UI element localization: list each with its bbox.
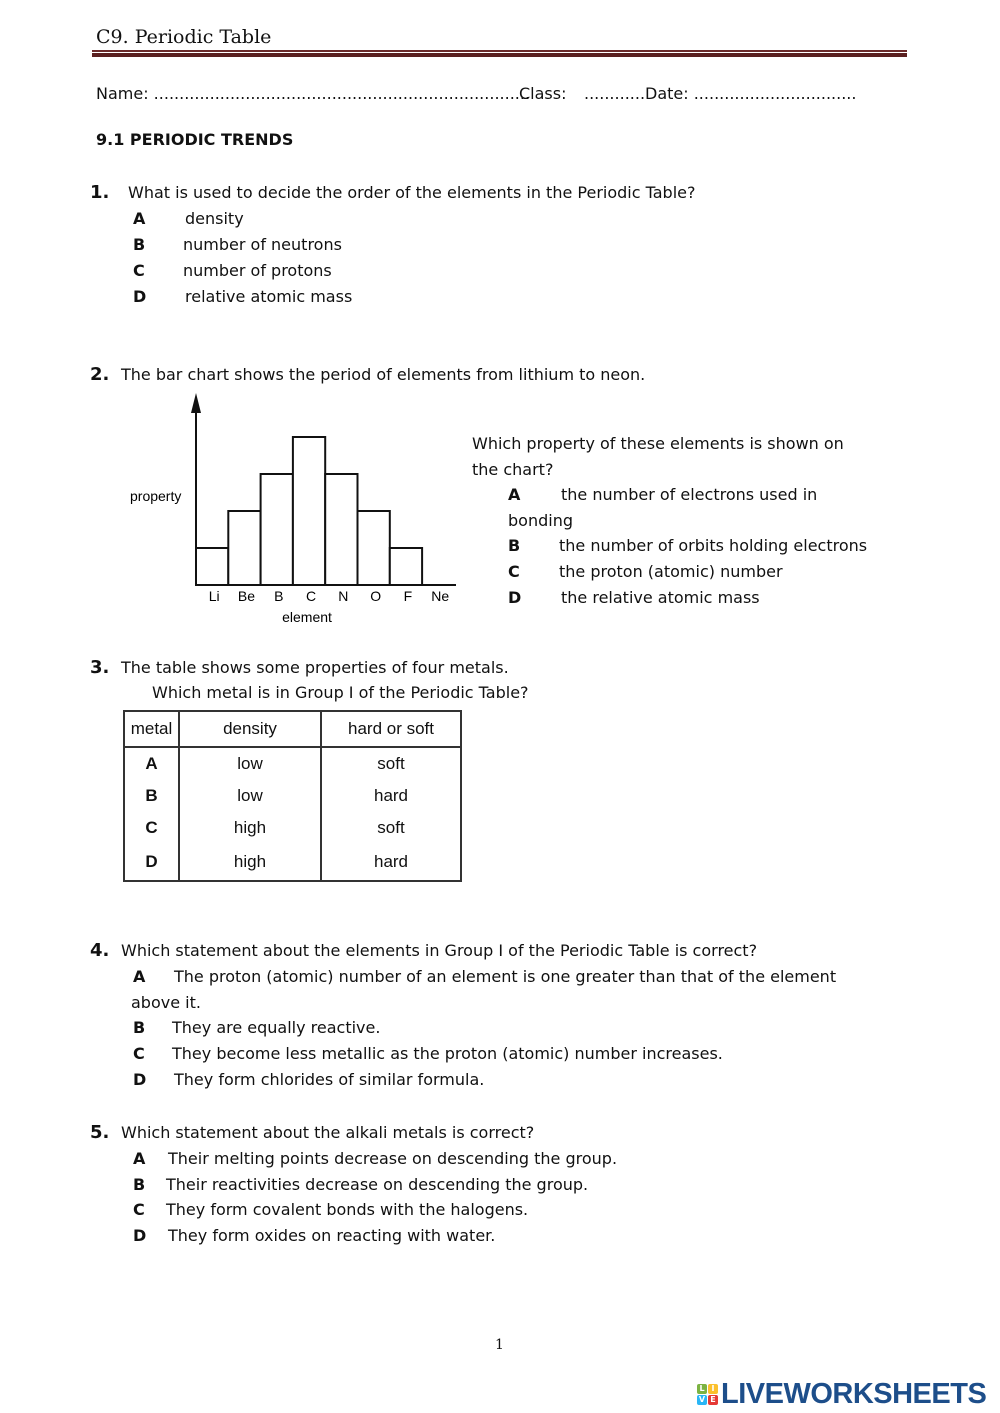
table-row [124,780,461,812]
table-row [124,844,461,881]
q4-option-a-letter: A [133,967,146,986]
q1-option-c[interactable]: number of protons [183,261,332,280]
q3-number: 3. [90,657,110,678]
header-title: C9. Periodic Table [96,26,272,48]
q5-option-a-letter: A [133,1149,146,1168]
q4-option-b-letter: B [133,1018,146,1037]
page-number: 1 [495,1337,504,1353]
header-rule [92,50,907,52]
class-label: Class: [519,84,567,103]
x-tick-b: B [274,588,284,604]
q2-option-d[interactable]: the relative atomic mass [561,588,760,607]
q1-number: 1. [90,182,110,203]
header-metal: metal [124,711,179,747]
q1-option-b-letter: B [133,235,146,254]
q5-option-b[interactable]: Their reactivities decrease on descending the group. [166,1175,589,1194]
cell-metal: A [124,747,179,780]
q3-text: The table shows some properties of four metals. [121,658,509,677]
q2-prompt-line1: Which property of these elements is shown on [472,434,844,453]
q4-option-a[interactable]: The proton (atomic) number of an element is one greater than that of the element [174,967,837,986]
q2-option-c-letter: C [508,562,520,581]
cell-hardness: soft [321,747,461,780]
q1-option-a[interactable]: density [185,209,244,228]
bar-n [325,474,357,585]
q1-text: What is used to decide the order of the elements in the Periodic Table? [128,183,696,202]
q4-number: 4. [90,940,110,961]
q2-text: The bar chart shows the period of elements from lithium to neon. [121,365,646,384]
q5-number: 5. [90,1122,110,1143]
q2-option-a-cont[interactable]: bonding [508,511,573,530]
q5-option-d-letter: D [133,1226,147,1245]
cell-hardness: hard [321,844,461,881]
y-axis-arrow-icon [191,393,201,413]
q2-number: 2. [90,364,110,385]
x-tick-li: Li [208,588,220,604]
x-tick-c: C [305,588,317,604]
q2-option-a-letter: A [508,485,521,504]
bar-li [196,548,228,585]
y-axis-label: property [130,488,182,504]
q5-text: Which statement about the alkali metals is correct? [121,1123,535,1142]
x-tick-f: F [403,588,413,604]
class-field[interactable]: ............ [584,84,646,103]
q4-option-b[interactable]: They are equally reactive. [172,1018,381,1037]
q4-option-c-letter: C [133,1044,145,1063]
cell-density: low [179,780,321,812]
live-blocks-icon: L I V E [697,1384,718,1405]
bar-c [293,437,325,585]
table-row [124,747,461,780]
x-axis-label: element [282,609,332,625]
q5-option-b-letter: B [133,1175,146,1194]
q5-option-d[interactable]: They form oxides on reacting with water. [168,1226,496,1245]
cell-hardness: hard [321,780,461,812]
cell-metal: D [124,844,179,881]
cell-density: low [179,747,321,780]
cell-density: high [179,844,321,881]
date-field[interactable]: Date: ................................ [645,84,857,103]
q1-option-d-letter: D [133,287,147,306]
x-tick-o: O [370,588,382,604]
q2-option-b-letter: B [508,536,521,555]
cell-hardness: soft [321,812,461,844]
q5-option-c[interactable]: They form covalent bonds with the halogens. [166,1200,529,1219]
q2-option-b[interactable]: the number of orbits holding electrons [559,536,868,555]
header-density: density [179,711,321,747]
bar-f [390,548,422,585]
q4-option-c[interactable]: They become less metallic as the proton (atomic) number increases. [172,1044,723,1063]
q5-option-a[interactable]: Their melting points decrease on descending the group. [168,1149,618,1168]
section-title: 9.1 PERIODIC TRENDS [96,130,294,149]
table-header-row [124,711,461,747]
header-rule-thick [92,53,907,57]
metals-table [123,710,462,882]
cell-density: high [179,812,321,844]
bar-o [358,511,390,585]
name-field[interactable]: Name: .......................................................................... [96,84,531,103]
q2-option-d-letter: D [508,588,522,607]
q2-option-c[interactable]: the proton (atomic) number [559,562,783,581]
x-tick-be: Be [237,588,256,604]
q4-option-d-letter: D [133,1070,147,1089]
cell-metal: C [124,812,179,844]
q5-option-c-letter: C [133,1200,145,1219]
q1-option-c-letter: C [133,261,145,280]
header-hardness: hard or soft [321,711,461,747]
q4-text: Which statement about the elements in Group I of the Periodic Table is correct? [121,941,758,960]
x-tick-n: N [338,588,349,604]
x-tick-ne: Ne [431,588,450,604]
q1-option-a-letter: A [133,209,146,228]
liveworksheets-logo[interactable] [697,1378,986,1411]
table-row [124,812,461,844]
q4-option-a-cont[interactable]: above it. [131,993,201,1012]
q2-option-a[interactable]: the number of electrons used in [561,485,818,504]
q1-option-d[interactable]: relative atomic mass [185,287,353,306]
bar-be [228,511,260,585]
brand-name: LIVEWORKSHEETS [721,1378,987,1410]
q3-subtext: Which metal is in Group I of the Periodic Table? [152,683,529,702]
bar-chart [120,385,470,630]
cell-metal: B [124,780,179,812]
bar-b [261,474,293,585]
q4-option-d[interactable]: They form chlorides of similar formula. [174,1070,485,1089]
q2-prompt-line2: the chart? [472,460,554,479]
q1-option-b[interactable]: number of neutrons [183,235,342,254]
